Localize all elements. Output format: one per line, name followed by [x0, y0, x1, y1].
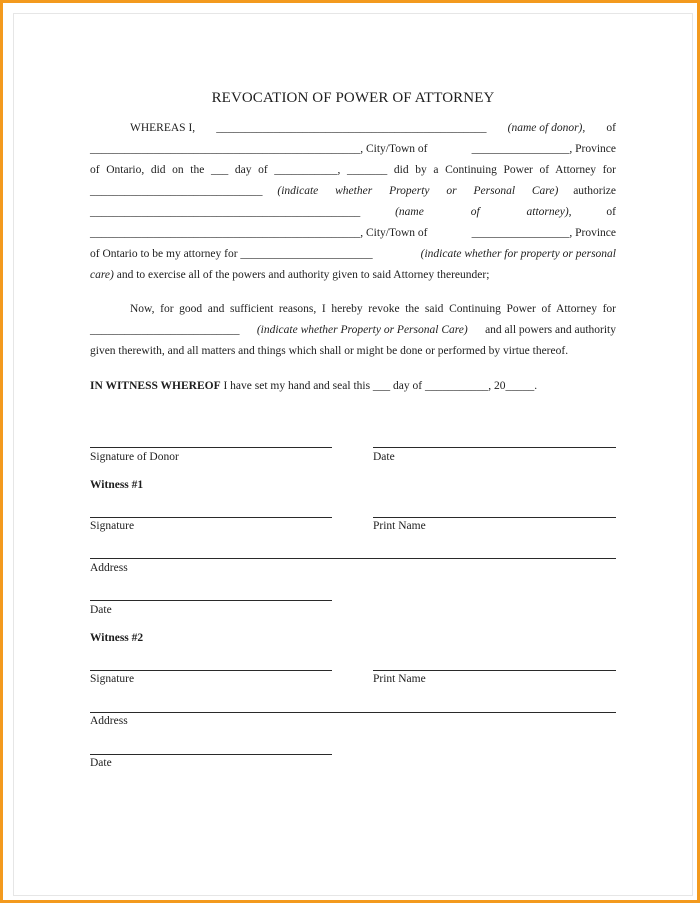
donor-date-line[interactable] — [373, 447, 616, 448]
witness2-signature-label: Signature — [90, 673, 135, 685]
witness2-signature-line[interactable] — [90, 670, 332, 671]
in-witness-line[interactable] — [90, 379, 537, 393]
of-text-2: of — [606, 206, 616, 218]
revoke-type-blank[interactable]: __________________________ — [90, 324, 240, 336]
poa-type-blank[interactable]: ______________________________ — [90, 185, 263, 197]
para1-line1 — [90, 118, 616, 139]
document-title: REVOCATION OF POWER OF ATTORNEY — [211, 90, 495, 106]
in-witness-bold: IN WITNESS WHEREOF — [90, 380, 221, 392]
all-powers-text: and all powers and authority — [485, 324, 616, 336]
attorney-for-text[interactable]: of Ontario to be my attorney for _______________________ — [90, 248, 373, 260]
donor-province-blank[interactable]: _________________, Province — [471, 143, 616, 155]
paragraph-revoke — [90, 299, 616, 362]
para1-line2 — [90, 139, 616, 160]
witness1-signature-label: Signature — [90, 520, 135, 532]
donor-city-blank[interactable]: _______________________________________________, City/Town of — [90, 143, 428, 155]
care-hint: care) — [90, 269, 114, 281]
name-of-donor-hint: (name of donor), — [507, 122, 586, 134]
attorney-city-blank[interactable]: _______________________________________________, City/Town of — [90, 227, 428, 239]
witness2-date-label: Date — [90, 757, 112, 769]
witness2-date-line[interactable] — [90, 754, 332, 755]
in-witness-rest: I have set my hand and seal this ___ day of ___________, 20_____. — [223, 380, 538, 392]
witness1-date-label: Date — [90, 604, 112, 616]
para2-line1: Now, for good and sufficient reasons, I hereby revoke the said Continuing Power of Attorney for — [130, 303, 616, 315]
donor-signature-line[interactable] — [90, 447, 332, 448]
para1-line6 — [90, 223, 616, 244]
para1-line8 — [90, 265, 616, 286]
para2-line2 — [90, 320, 616, 341]
witness2-heading: Witness #2 — [90, 632, 144, 644]
of-text: of — [606, 122, 616, 134]
witness1-signature-line[interactable] — [90, 517, 332, 518]
para2-line3: given therewith, and all matters and things which shall or might be done or performed by virtue thereof. — [90, 345, 569, 357]
revoke-type-hint: (indicate whether Property or Personal Care) — [256, 324, 468, 336]
witness1-heading: Witness #1 — [90, 479, 144, 491]
witness2-address-label: Address — [90, 715, 128, 727]
witness1-address-line[interactable] — [90, 558, 616, 559]
attorney-name-blank[interactable]: _______________________________________________ — [90, 206, 361, 218]
para1-line5 — [90, 202, 616, 223]
witness2-print-name-line[interactable] — [373, 670, 616, 671]
witness2-print-name-label: Print Name — [373, 673, 426, 685]
donor-date-label: Date — [373, 451, 395, 463]
para1-line4 — [90, 181, 616, 202]
attorney-province-blank[interactable]: _________________, Province — [471, 227, 616, 239]
whereas-text: WHEREAS I, — [130, 122, 196, 134]
para1-line3[interactable]: of Ontario, did on the ___ day of ___________, _______ did by a Continuing Power of Attorney for — [90, 164, 616, 176]
witness1-date-line[interactable] — [90, 600, 332, 601]
witness1-address-label: Address — [90, 562, 128, 574]
authorize-text: authorize — [573, 185, 616, 197]
powers-text: and to exercise all of the powers and authority given to said Attorney thereunder; — [116, 269, 490, 281]
para1-line7 — [90, 244, 616, 265]
witness1-print-name-label: Print Name — [373, 520, 426, 532]
poa-type-hint: (indicate whether Property or Personal Care) — [277, 185, 559, 197]
signature-of-donor-label: Signature of Donor — [90, 451, 179, 463]
donor-name-blank[interactable]: _______________________________________________ — [216, 122, 487, 134]
property-hint: (indicate whether for property or personal — [420, 248, 616, 260]
name-of-attorney-hint: (name of attorney), — [395, 206, 572, 218]
witness1-print-name-line[interactable] — [373, 517, 616, 518]
paragraph-whereas — [90, 118, 616, 286]
witness2-address-line[interactable] — [90, 712, 616, 713]
